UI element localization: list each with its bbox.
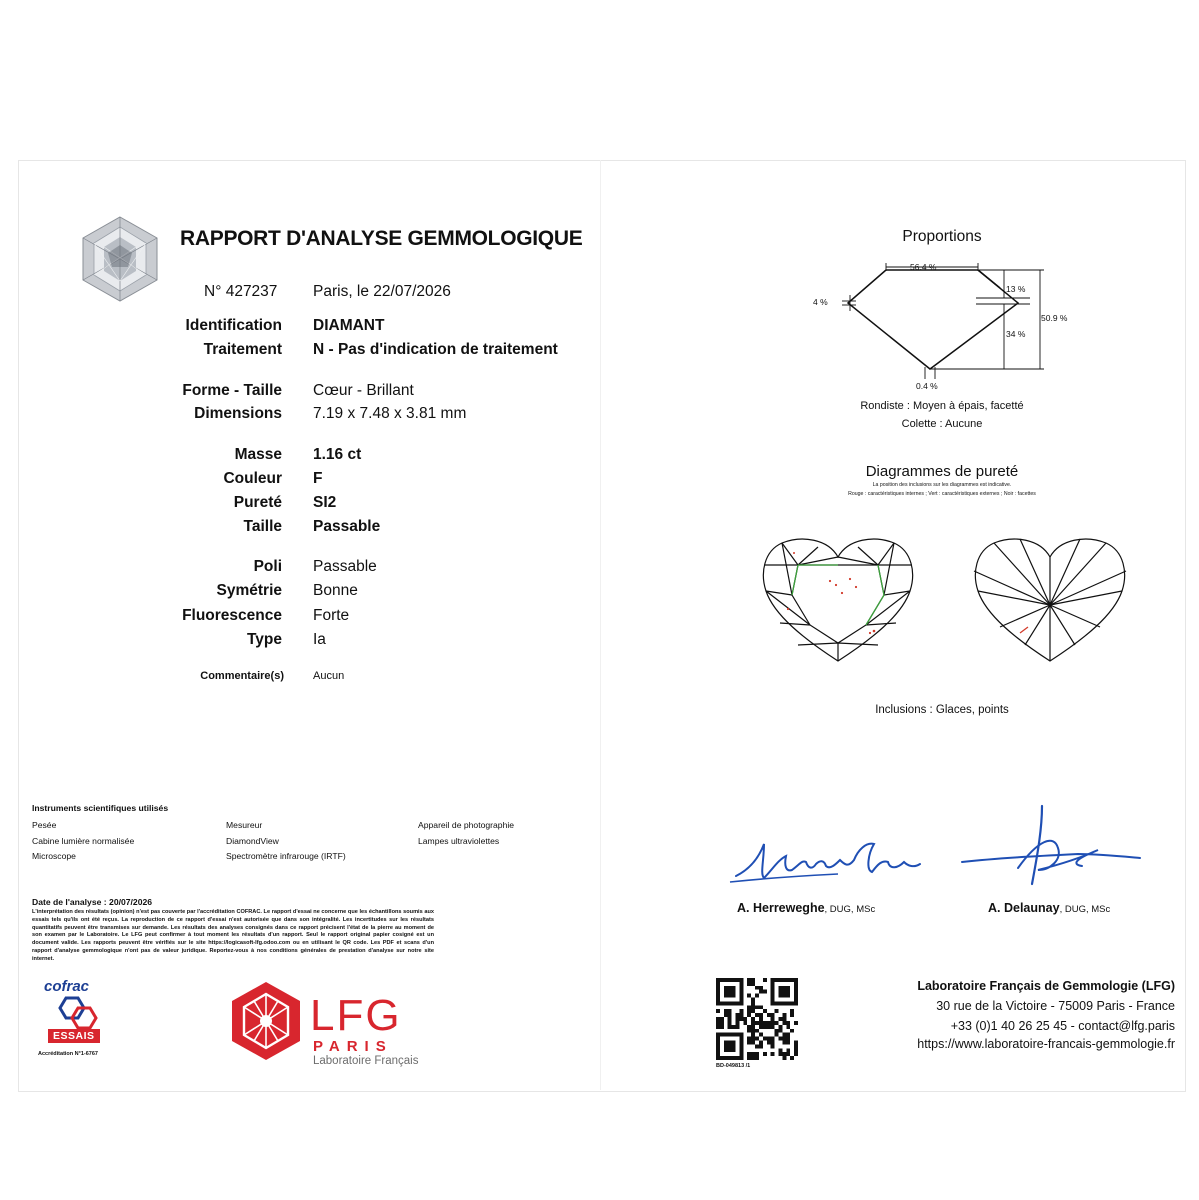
proportions-diagram [808, 258, 1078, 390]
proportions-heading: Proportions [902, 228, 982, 245]
field-label: Masse [234, 446, 282, 463]
field-value: Bonne [313, 582, 358, 599]
qr-code-reference: BD-049813 /1 [716, 1063, 751, 1069]
field-label: Fluorescence [182, 607, 282, 624]
signatory-2: A. Delaunay, DUG, MSc [988, 901, 1111, 915]
signatory-1: A. Herreweghe, DUG, MSc [737, 901, 876, 915]
field-value: Forte [313, 607, 350, 624]
signature-delaunay [958, 800, 1148, 890]
report-place-date: Paris, le 22/07/2026 [313, 283, 451, 300]
field-value: Passable [313, 518, 381, 535]
instruments-heading: Instruments scientifiques utilisés [32, 803, 169, 813]
verification-qr-code[interactable] [716, 978, 798, 1060]
crown-percent: 13 % [1006, 284, 1026, 294]
field-value: Cœur - Brillant [313, 382, 414, 399]
clarity-heading: Diagrammes de pureté [865, 463, 1019, 480]
pavilion-percent: 34 % [1006, 329, 1026, 339]
inclusions-text: Inclusions : Glaces, points [875, 704, 1009, 716]
lab-name: Laboratoire Français de Gemmologie (LFG) [917, 979, 1175, 993]
culet-description: Colette : Aucune [901, 418, 983, 430]
report-title: RAPPORT D'ANALYSE GEMMOLOGIQUE [180, 227, 583, 250]
field-value: Passable [313, 558, 377, 575]
field-value: DIAMANT [313, 317, 385, 334]
lab-contact: +33 (0)1 40 26 25 45 - contact@lfg.paris [950, 1019, 1175, 1033]
analysis-date: Date de l'analyse : 20/07/2026 [32, 897, 153, 907]
table-percent: 56.4 % [910, 262, 937, 272]
comment-value: Aucun [313, 670, 345, 682]
lfg-logo-letters: LFG [310, 991, 402, 1040]
lfg-logo-icon [230, 980, 302, 1062]
comment-label: Commentaire(s) [200, 670, 284, 682]
heart-crown-diagram [758, 535, 918, 663]
field-label: Taille [243, 518, 282, 535]
field-label: Traitement [203, 341, 282, 358]
instruments-col-2: Mesureur DiamondView Spectromètre infrarouge (IRTF) [226, 820, 346, 861]
center-fold [600, 160, 601, 1090]
field-value: N - Pas d'indication de traitement [313, 341, 558, 358]
depth-percent: 50.9 % [1041, 313, 1068, 323]
field-label: Forme - Taille [182, 382, 282, 399]
lfg-logo-subtitle: Laboratoire Français [313, 1055, 419, 1067]
field-value: 1.16 ct [313, 446, 362, 463]
lab-address: 30 rue de la Victoire - 75009 Paris - France [936, 999, 1175, 1013]
report-number: N° 427237 [204, 283, 278, 300]
field-label: Symétrie [216, 582, 282, 599]
field-label: Poli [253, 558, 282, 575]
field-label: Pureté [233, 494, 282, 511]
signature-herreweghe [728, 830, 928, 890]
field-value: F [313, 470, 323, 487]
girdle-percent: 4 % [813, 297, 828, 307]
field-label: Identification [185, 317, 282, 334]
heart-pavilion-diagram [970, 535, 1130, 663]
instruments-col-1: Pesée Cabine lumière normalisée Microscope [32, 820, 135, 861]
girdle-description: Rondiste : Moyen à épais, facetté [860, 400, 1024, 412]
lfg-logo-city: PARIS [313, 1038, 393, 1055]
clarity-note-colors: Rouge : caractéristiques internes ; Vert : caractéristiques externes ; Noir : facettes [848, 491, 1036, 497]
instruments-col-3: Appareil de photographie Lampes ultraviolettes [418, 820, 515, 846]
culet-percent: 0.4 % [916, 381, 938, 391]
legal-disclaimer: L'interprétation des résultats (opinion) n'est pas couverte par l'accréditation COFRAC. Le rapport d'essai ne concerne que les échantillons soumis aux essais tels qu'ils ont été reçus. La reproduction de ce rapport d'essai n'est autorisée que dans son intégralité. Les incertitudes sur les résultats quantitatifs peuvent être transmises sur demande. Les résultats des analyses consignés dans ce rapport précisent l'état de la pierre au moment de son examen par le Laboratoire. Le LFG peut confirmer à tout moment les résultats d'un rapport. Seul le rapport original papier cosigné est un document valide. Les rapports peuvent être vérifiés sur le site https://logicasoft-lfg.odoo.com ou en utilisant le QR code. Les PDF et scans d'un rapport d'analyse gemmologique n'ont pas de valeur juridique. Reportez-vous à nos conditions générales de prestation d'analyse sur notre site internet. [32, 909, 434, 962]
field-label: Couleur [223, 470, 282, 487]
diamond-photo [80, 215, 160, 303]
field-label: Type [246, 631, 282, 648]
cofrac-logo: cofrac ESSAIS Accréditation N°1-6767 [38, 978, 98, 1057]
field-value: Ia [313, 631, 326, 648]
lab-website[interactable]: https://www.laboratoire-francais-gemmologie.fr [917, 1037, 1175, 1051]
clarity-note-position: La position des inclusions sur les diagrammes est indicative. [872, 482, 1012, 488]
field-value: 7.19 x 7.48 x 3.81 mm [313, 405, 467, 422]
field-label: Dimensions [194, 405, 282, 422]
field-value: SI2 [313, 494, 337, 511]
